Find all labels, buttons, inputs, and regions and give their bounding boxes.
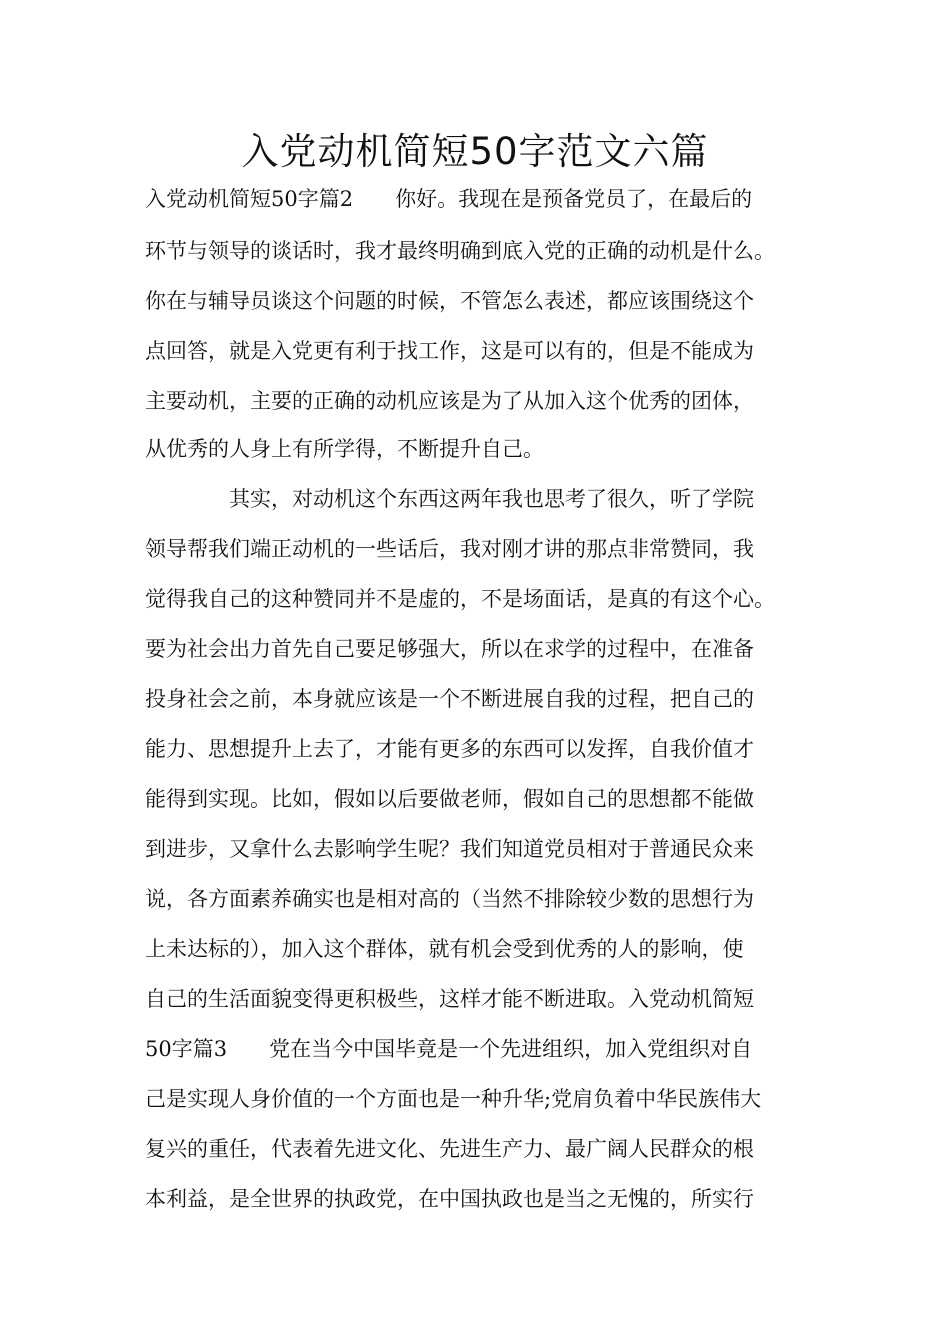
body-line: 到进步，又拿什么去影响学生呢？我们知道党员相对于普通民众来 — [145, 837, 754, 861]
body-line: 主要动机，主要的正确的动机应该是为了从加入这个优秀的团体， — [145, 389, 754, 413]
body-line: 觉得我自己的这种赞同并不是虚的，不是场面话，是真的有这个心。 — [145, 587, 775, 611]
body-line: 复兴的重任，代表着先进文化、先进生产力、最广阔人民群众的根 — [145, 1137, 754, 1161]
document-title: 入党动机简短50字范文六篇 — [241, 130, 709, 173]
body-line: 点回答，就是入党更有利于找工作，这是可以有的，但是不能成为 — [145, 339, 754, 363]
body-line: 上未达标的），加入这个群体，就有机会受到优秀的人的影响，使 — [145, 937, 744, 961]
body-line: 本利益，是全世界的执政党，在中国执政也是当之无愧的，所实行 — [145, 1187, 754, 1211]
body-line: 己是实现人身价值的一个方面也是一种升华;党肩负着中华民族伟大 — [145, 1087, 762, 1111]
body-line: 领导帮我们端正动机的一些话后，我对刚才讲的那点非常赞同，我 — [145, 537, 754, 561]
body-line: 能得到实现。比如，假如以后要做老师，假如自己的思想都不能做 — [145, 787, 754, 811]
body-line: 50字篇3 党在当今中国毕竟是一个先进组织，加入党组织对自 — [145, 1037, 753, 1061]
body-line: 环节与领导的谈话时，我才最终明确到底入党的正确的动机是什么。 — [145, 239, 775, 263]
body-line: 要为社会出力首先自己要足够强大，所以在求学的过程中，在准备 — [145, 637, 754, 661]
body-line: 投身社会之前，本身就应该是一个不断进展自我的过程，把自己的 — [145, 687, 754, 711]
body-line: 说，各方面素养确实也是相对高的（当然不排除较少数的思想行为 — [145, 887, 754, 911]
body-line: 能力、思想提升上去了，才能有更多的东西可以发挥，自我价值才 — [145, 737, 754, 761]
body-line: 你在与辅导员谈这个问题的时候，不管怎么表述，都应该围绕这个 — [145, 289, 754, 313]
body-line: 其实，对动机这个东西这两年我也思考了很久，听了学院 — [145, 487, 754, 511]
body-line: 自己的生活面貌变得更积极些，这样才能不断进取。入党动机简短 — [145, 987, 754, 1011]
body-line: 入党动机简短50字篇2 你好。我现在是预备党员了，在最后的 — [145, 187, 753, 211]
body-line: 从优秀的人身上有所学得，不断提升自己。 — [145, 437, 544, 461]
